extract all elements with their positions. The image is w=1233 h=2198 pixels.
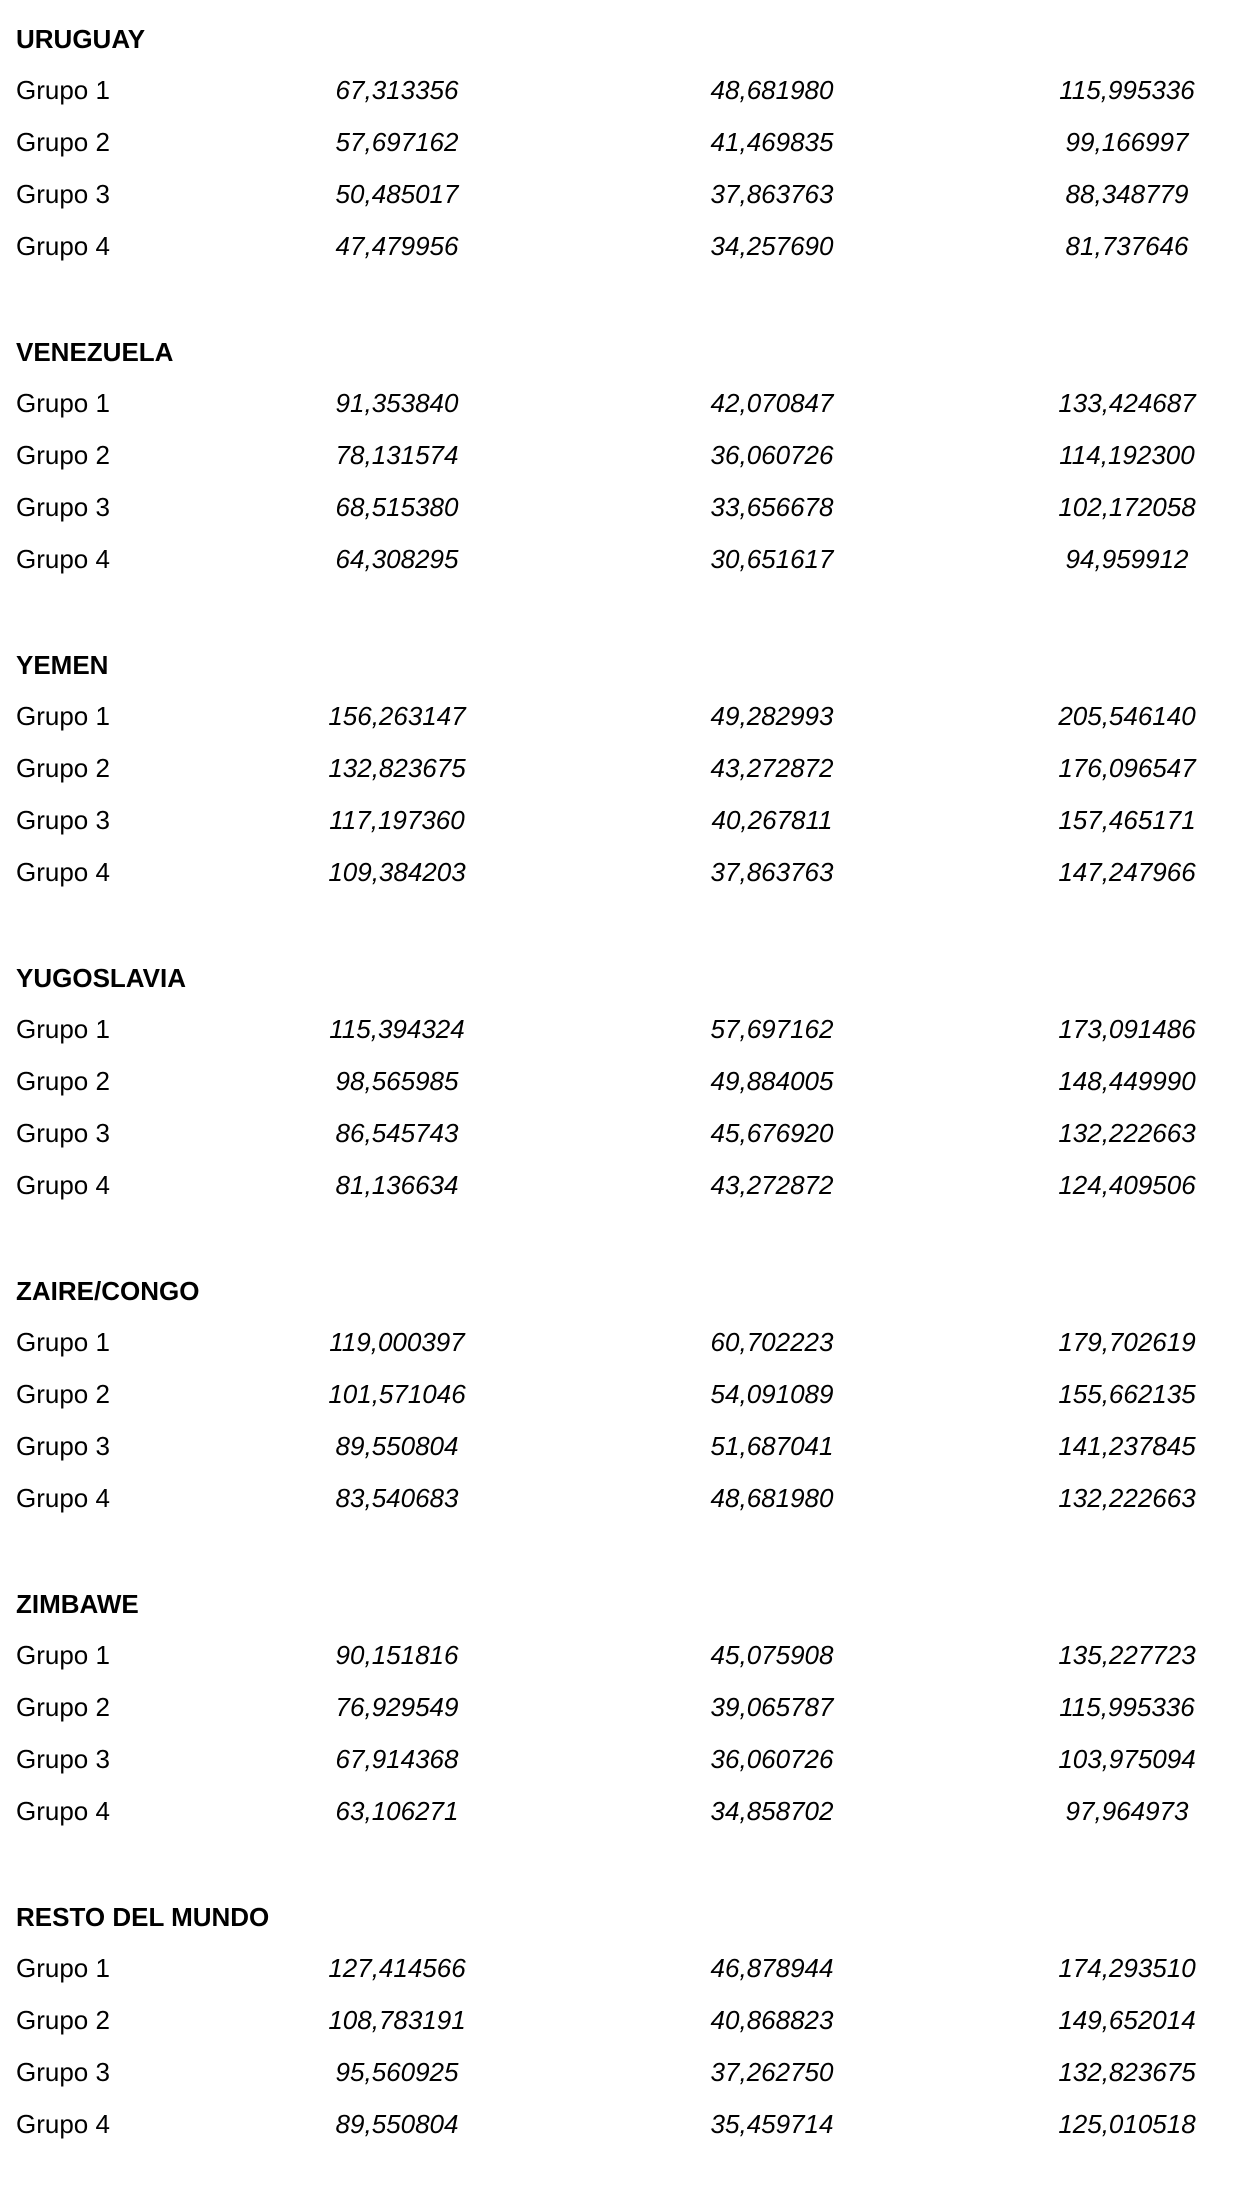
value-col-1: 108,783191	[328, 2005, 466, 2035]
group-label: Grupo 1	[16, 1953, 110, 1983]
country-section	[0, 626, 1233, 946]
value-col-2: 34,257690	[710, 231, 834, 261]
group-label: Grupo 2	[16, 2005, 110, 2035]
value-col-1: 67,313356	[335, 75, 459, 105]
value-col-2: 42,070847	[710, 388, 834, 418]
group-label: Grupo 3	[16, 2057, 110, 2087]
table-row	[0, 805, 1233, 835]
value-col-3: 205,546140	[1058, 701, 1196, 731]
group-label: Grupo 2	[16, 440, 110, 470]
group-label: Grupo 1	[16, 75, 110, 105]
value-col-3: 147,247966	[1058, 857, 1196, 887]
value-col-3: 149,652014	[1058, 2005, 1196, 2035]
table-row	[0, 1744, 1233, 1774]
value-col-2: 54,091089	[710, 1379, 834, 1409]
value-col-1: 101,571046	[328, 1379, 466, 1409]
value-col-2: 43,272872	[710, 1170, 834, 1200]
value-col-2: 43,272872	[710, 753, 834, 783]
value-col-3: 132,823675	[1058, 2057, 1196, 2087]
country-section	[0, 1565, 1233, 1885]
value-col-2: 39,065787	[710, 1692, 834, 1722]
value-col-2: 45,075908	[710, 1640, 834, 1670]
group-label: Grupo 1	[16, 1014, 110, 1044]
table-row	[0, 388, 1233, 418]
value-col-3: 115,995336	[1059, 75, 1195, 105]
value-col-2: 30,651617	[710, 544, 834, 574]
value-col-2: 40,267811	[711, 805, 833, 835]
value-col-1: 83,540683	[335, 1483, 459, 1513]
group-label: Grupo 4	[16, 231, 110, 261]
country-heading: YEMEN	[16, 650, 109, 680]
value-col-2: 41,469835	[710, 127, 834, 157]
value-col-1: 127,414566	[328, 1953, 466, 1983]
value-col-2: 35,459714	[710, 2109, 834, 2139]
group-label: Grupo 3	[16, 805, 110, 835]
value-col-2: 49,282993	[710, 701, 834, 731]
table-row	[0, 1431, 1233, 1461]
value-col-3: 141,237845	[1058, 1431, 1196, 1461]
group-label: Grupo 3	[16, 492, 110, 522]
table-row	[0, 2057, 1233, 2087]
value-col-3: 155,662135	[1058, 1379, 1196, 1409]
country-heading: ZAIRE/CONGO	[16, 1276, 200, 1306]
table-row	[0, 701, 1233, 731]
table-row	[0, 857, 1233, 887]
value-col-3: 124,409506	[1058, 1170, 1196, 1200]
country-heading: URUGUAY	[16, 24, 146, 54]
value-col-1: 76,929549	[335, 1692, 459, 1722]
value-col-3: 148,449990	[1058, 1066, 1196, 1096]
table-row	[0, 1066, 1233, 1096]
value-col-1: 50,485017	[335, 179, 459, 209]
group-label: Grupo 3	[16, 1431, 110, 1461]
group-label: Grupo 1	[16, 1327, 110, 1357]
value-col-2: 37,863763	[710, 179, 834, 209]
table-row	[0, 2005, 1233, 2035]
value-col-2: 40,868823	[710, 2005, 834, 2035]
value-col-3: 103,975094	[1058, 1744, 1196, 1774]
value-col-1: 57,697162	[335, 127, 459, 157]
table-row	[0, 127, 1233, 157]
value-col-1: 64,308295	[335, 544, 459, 574]
value-col-3: 102,172058	[1058, 492, 1196, 522]
group-label: Grupo 2	[16, 753, 110, 783]
group-label: Grupo 4	[16, 857, 110, 887]
value-col-1: 86,545743	[335, 1118, 459, 1148]
table-row	[0, 1170, 1233, 1200]
value-col-2: 37,863763	[710, 857, 834, 887]
value-col-3: 179,702619	[1058, 1327, 1196, 1357]
value-col-1: 89,550804	[335, 2109, 459, 2139]
group-label: Grupo 1	[16, 701, 110, 731]
value-col-2: 36,060726	[710, 440, 834, 470]
table-row	[0, 440, 1233, 470]
country-heading: VENEZUELA	[16, 337, 174, 367]
value-col-3: 174,293510	[1058, 1953, 1196, 1983]
country-heading: ZIMBAWE	[16, 1589, 139, 1619]
country-section	[0, 939, 1233, 1259]
country-section	[0, 1252, 1233, 1572]
group-label: Grupo 4	[16, 544, 110, 574]
value-col-1: 109,384203	[328, 857, 466, 887]
value-col-3: 94,959912	[1065, 544, 1189, 574]
value-col-1: 89,550804	[335, 1431, 459, 1461]
table-row	[0, 231, 1233, 261]
value-col-2: 51,687041	[710, 1431, 834, 1461]
table-row	[0, 1640, 1233, 1670]
value-col-3: 81,737646	[1065, 231, 1189, 261]
group-label: Grupo 3	[16, 1744, 110, 1774]
table-row	[0, 1692, 1233, 1722]
table-row	[0, 1379, 1233, 1409]
value-col-3: 132,222663	[1058, 1483, 1196, 1513]
table-row	[0, 1796, 1233, 1826]
value-col-3: 132,222663	[1058, 1118, 1196, 1148]
value-col-3: 97,964973	[1065, 1796, 1189, 1826]
value-col-1: 47,479956	[335, 231, 459, 261]
value-col-1: 81,136634	[335, 1170, 459, 1200]
table-row	[0, 1483, 1233, 1513]
value-col-1: 98,565985	[335, 1066, 459, 1096]
table-row	[0, 2109, 1233, 2139]
group-label: Grupo 3	[16, 179, 110, 209]
value-col-1: 67,914368	[335, 1744, 459, 1774]
country-section	[0, 1878, 1233, 2198]
value-col-3: 173,091486	[1058, 1014, 1196, 1044]
value-col-2: 37,262750	[710, 2057, 834, 2087]
value-col-3: 133,424687	[1058, 388, 1196, 418]
value-col-2: 33,656678	[710, 492, 834, 522]
group-label: Grupo 2	[16, 1379, 110, 1409]
table-row	[0, 179, 1233, 209]
value-col-3: 125,010518	[1058, 2109, 1196, 2139]
value-col-1: 78,131574	[335, 440, 459, 470]
group-label: Grupo 2	[16, 127, 110, 157]
country-heading: YUGOSLAVIA	[16, 963, 186, 993]
value-col-3: 88,348779	[1065, 179, 1189, 209]
group-label: Grupo 1	[16, 388, 110, 418]
country-section	[0, 0, 1233, 320]
value-col-3: 157,465171	[1058, 805, 1196, 835]
group-label: Grupo 4	[16, 1483, 110, 1513]
value-col-2: 57,697162	[710, 1014, 834, 1044]
value-col-2: 60,702223	[710, 1327, 834, 1357]
value-col-1: 156,263147	[328, 701, 466, 731]
group-label: Grupo 4	[16, 2109, 110, 2139]
value-col-2: 48,681980	[710, 75, 834, 105]
country-section	[0, 313, 1233, 633]
value-col-3: 115,995336	[1059, 1692, 1195, 1722]
value-col-3: 176,096547	[1058, 753, 1196, 783]
table-row	[0, 1118, 1233, 1148]
group-label: Grupo 3	[16, 1118, 110, 1148]
table-row	[0, 75, 1233, 105]
value-col-1: 90,151816	[335, 1640, 459, 1670]
table-row	[0, 544, 1233, 574]
value-col-2: 46,878944	[710, 1953, 834, 1983]
value-col-3: 114,192300	[1059, 440, 1195, 470]
value-col-1: 115,394324	[329, 1014, 465, 1044]
group-label: Grupo 4	[16, 1796, 110, 1826]
table-row	[0, 1014, 1233, 1044]
group-label: Grupo 2	[16, 1692, 110, 1722]
table-row	[0, 753, 1233, 783]
table-row	[0, 1327, 1233, 1357]
value-col-2: 34,858702	[710, 1796, 834, 1826]
group-label: Grupo 1	[16, 1640, 110, 1670]
value-col-3: 99,166997	[1065, 127, 1189, 157]
group-label: Grupo 4	[16, 1170, 110, 1200]
value-col-2: 49,884005	[710, 1066, 834, 1096]
value-col-2: 48,681980	[710, 1483, 834, 1513]
value-col-1: 119,000397	[329, 1327, 465, 1357]
value-col-3: 135,227723	[1058, 1640, 1196, 1670]
group-label: Grupo 2	[16, 1066, 110, 1096]
value-col-1: 95,560925	[335, 2057, 459, 2087]
value-col-2: 45,676920	[710, 1118, 834, 1148]
table-row	[0, 1953, 1233, 1983]
value-col-2: 36,060726	[710, 1744, 834, 1774]
value-col-1: 68,515380	[335, 492, 459, 522]
value-col-1: 132,823675	[328, 753, 466, 783]
value-col-1: 117,197360	[329, 805, 465, 835]
value-col-1: 63,106271	[335, 1796, 459, 1826]
value-col-1: 91,353840	[335, 388, 459, 418]
country-heading: RESTO DEL MUNDO	[16, 1902, 270, 1932]
table-row	[0, 492, 1233, 522]
